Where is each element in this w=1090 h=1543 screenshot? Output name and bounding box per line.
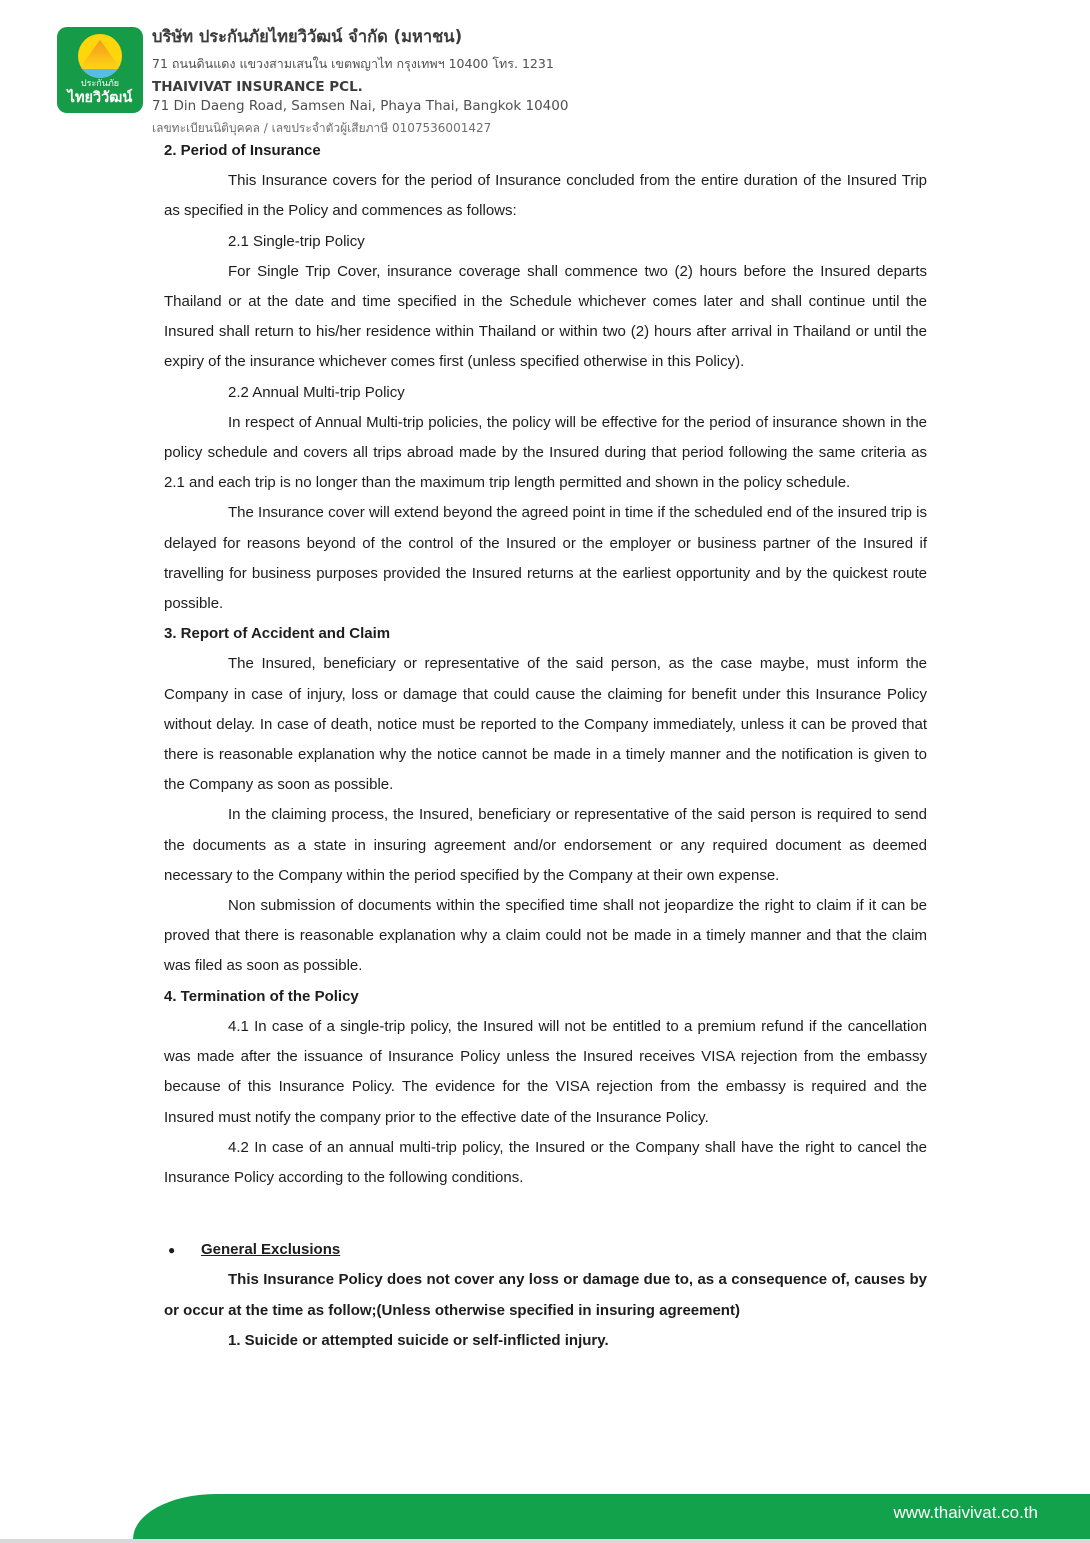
company-address-english: 71 Din Daeng Road, Samsen Nai, Phaya Thai, Bangkok 10400 xyxy=(152,98,569,114)
logo-text-large: ไทยวิวัฒน์ xyxy=(67,90,133,106)
paragraph: The Insured, beneficiary or representative of the said person, as the case maybe, must inform the Company in case of injury, loss or damage that could cause the claiming for benefit under this Insurance Policy without delay. In case of death, notice must be reported to the Company immediately, unless it can be proved that there is reasonable explanation why the notice cannot be made in a timely manner and the notification is given to the Company as soon as possible. xyxy=(164,655,927,794)
paragraph: Non submission of documents within the specified time shall not jeopardize the right to claim if it can be proved that there is reasonable explanation why a claim could not be made in a timely manner and that the claim was filed as soon as possible. xyxy=(164,897,927,975)
section-heading-report-of-accident: 3. Report of Accident and Claim xyxy=(164,625,391,643)
paragraph: The Insurance cover will extend beyond the agreed point in time if the scheduled end of the insured trip is delayed for reasons beyond of the control of the Insured or the employer or business partner of the Insured if travelling for business purposes provided the Insured returns at the earliest opportunity and by the quickest route possible. xyxy=(164,504,927,613)
footer-website: www.thaivivat.co.th xyxy=(893,1503,1038,1522)
paragraph: 4.1 In case of a single-trip policy, the Insured will not be entitled to a premium refund if the cancellation was made after the issuance of Insurance Policy unless the Insured receives VISA rejection from the embassy because of this Insurance Policy. The evidence for the VISA rejection from the embassy is required and the Insured must notify the company prior to the effective date of the Insurance Policy. xyxy=(164,1017,927,1126)
footer-bottom-strip xyxy=(0,1539,1090,1543)
policy-text xyxy=(164,136,927,1356)
company-name-english: THAIVIVAT INSURANCE PCL. xyxy=(152,79,363,95)
general-exclusions-label: General Exclusions xyxy=(201,1241,341,1259)
paragraph: In the claiming process, the Insured, beneficiary or representative of the said person is required to send the documents as a state in insuring agreement and/or endorsement or any required document as deemed necessary to the Company within the period specified by the Company at their own expense. xyxy=(164,806,927,884)
exclusions-intro-paragraph: This Insurance Policy does not cover any loss or damage due to, as a consequence of, causes by or occur at the time as follow;(Unless otherwise specified in insuring agreement) xyxy=(164,1271,927,1319)
section-heading-termination: 4. Termination of the Policy xyxy=(164,987,359,1005)
exclusion-item-1: 1. Suicide or attempted suicide or self-inflicted injury. xyxy=(228,1331,609,1349)
paragraph: 4.2 In case of an annual multi-trip policy, the Insured or the Company shall have the right to cancel the Insurance Policy according to the following conditions. xyxy=(164,1138,927,1186)
thaivivat-logo xyxy=(57,27,143,113)
section-heading-period-of-insurance: 2. Period of Insurance xyxy=(164,142,321,159)
footer-band xyxy=(133,1494,1090,1539)
company-address-thai: 71 ถนนดินแดง แขวงสามเสนใน เขตพญาไท กรุงเทพฯ 10400 โทร. 1231 xyxy=(152,56,554,71)
paragraph: For Single Trip Cover, insurance coverage shall commence two (2) hours before the Insured departs Thailand or at the date and time specified in the Schedule whichever comes later and shall continue until the Insured shall return to his/her residence within Thailand or within two (2) hours after arrival in Thailand or until the expiry of the insurance whichever comes first (unless specified otherwise in this Policy). xyxy=(164,262,927,371)
subsection-single-trip: 2.1 Single-trip Policy xyxy=(228,232,365,250)
tax-id-line: เลขทะเบียนนิติบุคคล / เลขประจำตัวผู้เสียภาษี 0107536001427 xyxy=(152,121,492,135)
general-exclusions-heading xyxy=(164,1235,927,1265)
company-name-thai: บริษัท ประกันภัยไทยวิวัฒน์ จำกัด (มหาชน) xyxy=(152,27,463,46)
bullet-icon: ● xyxy=(168,1243,176,1258)
logo-water-icon xyxy=(78,69,122,78)
paragraph: In respect of Annual Multi-trip policies, the policy will be effective for the period of insurance shown in the policy schedule and covers all trips abroad made by the Insured during that period following the same criteria as 2.1 and each trip is no longer than the maximum trip length permitted and shown in the policy schedule. xyxy=(164,413,927,492)
logo-text-small: ประกันภัย xyxy=(80,79,120,89)
logo-sun-circle-icon xyxy=(78,34,122,78)
subsection-annual-multi-trip: 2.2 Annual Multi-trip Policy xyxy=(228,383,405,401)
paragraph: This Insurance covers for the period of Insurance concluded from the entire duration of the Insured Trip as specified in the Policy and commences as follows: xyxy=(164,172,927,220)
letterhead xyxy=(152,24,568,138)
